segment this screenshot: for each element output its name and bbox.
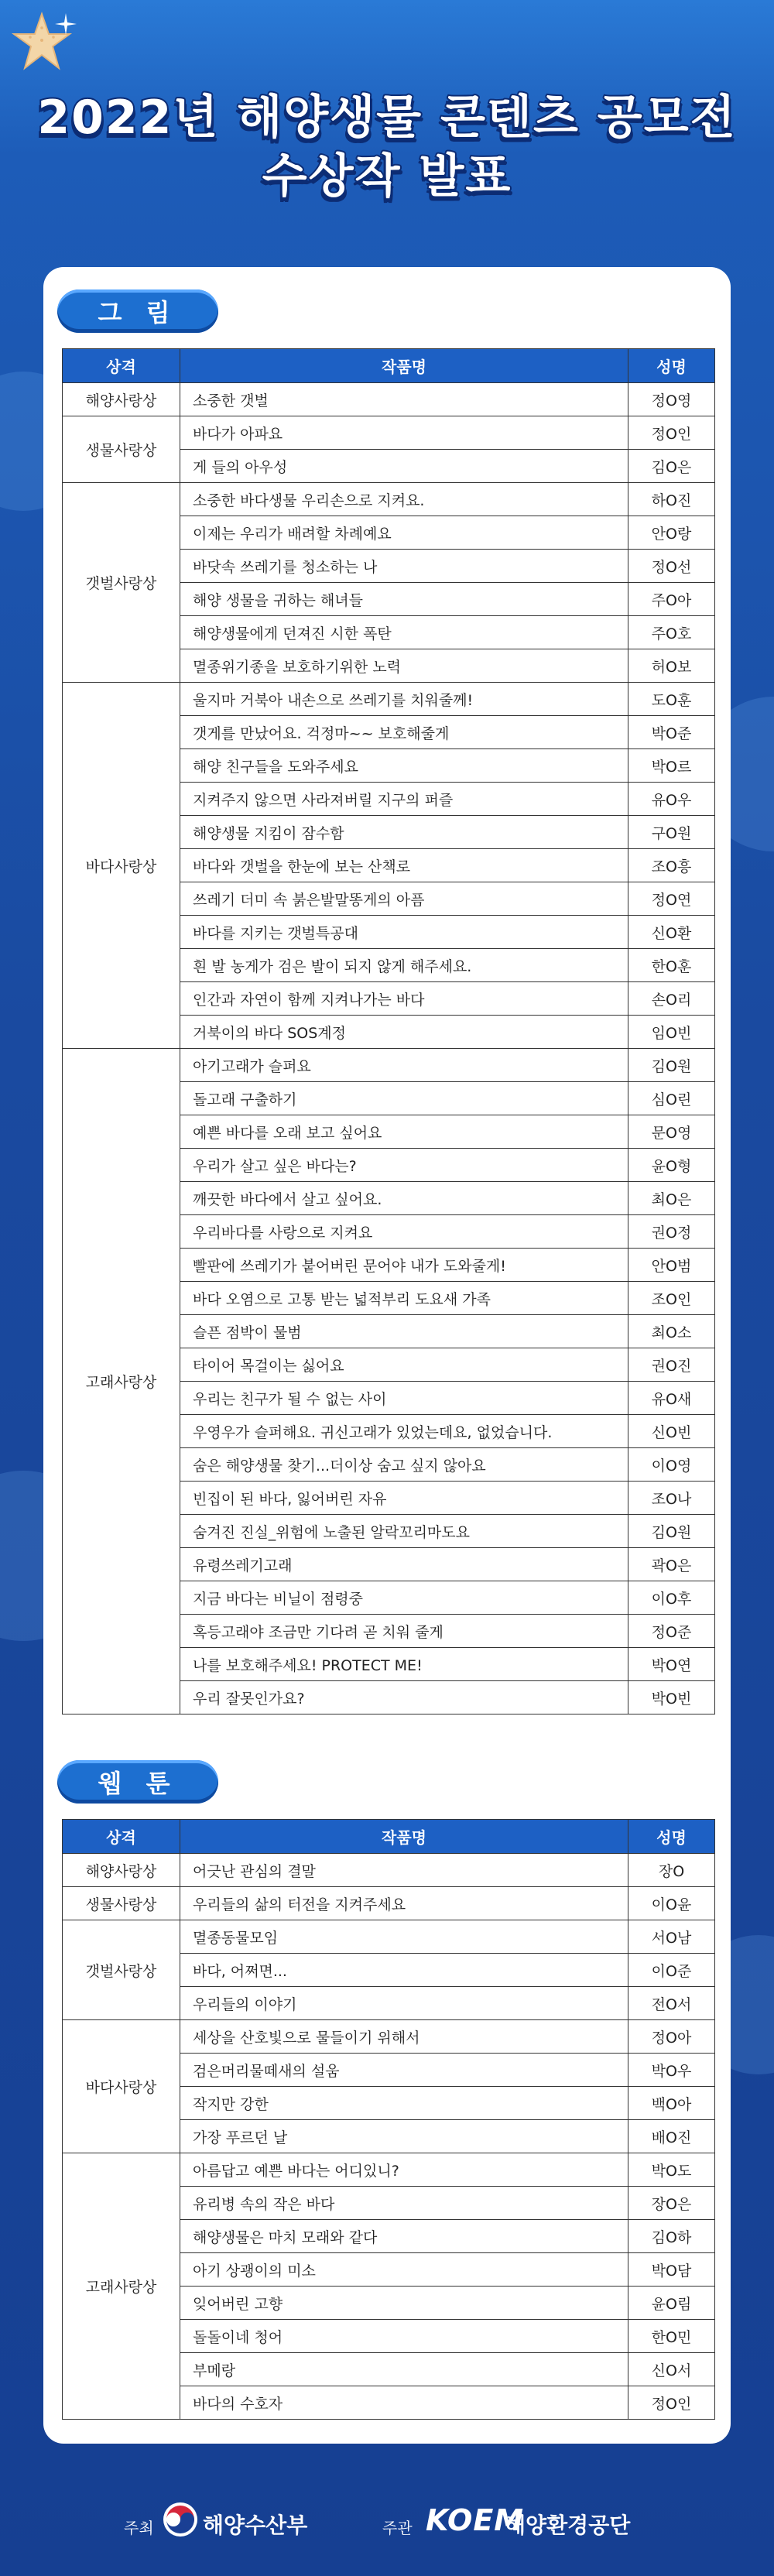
organizer-organization: 해양환경공단 <box>505 2513 631 2538</box>
winner-name-cell: 전O서 <box>628 1987 715 2020</box>
winner-name-cell: 신O환 <box>628 916 715 949</box>
work-title-cell: 해양생물 지킴이 잠수함 <box>180 816 628 849</box>
work-title-cell: 나를 보호해주세요! PROTECT ME! <box>180 1648 628 1681</box>
work-title-cell: 바다와 갯벌을 한눈에 보는 산책로 <box>180 849 628 882</box>
webtoon-results-table <box>62 1819 715 2420</box>
header-award: 상격 <box>63 349 180 383</box>
award-category-cell: 바다사랑상 <box>63 683 180 1049</box>
header-title: 작품명 <box>180 349 628 383</box>
work-title-cell: 유리병 속의 작은 바다 <box>180 2187 628 2220</box>
table-row <box>63 1920 715 1954</box>
work-title-cell: 바다가 아파요 <box>180 416 628 450</box>
work-title-cell: 바다를 지키는 갯벌특공대 <box>180 916 628 949</box>
winner-name-cell: 유O우 <box>628 783 715 816</box>
winner-name-cell: 장O은 <box>628 2187 715 2220</box>
table-row <box>63 1887 715 1920</box>
work-title-cell: 지켜주지 않으면 사라져버릴 지구의 퍼즐 <box>180 783 628 816</box>
work-title-cell: 혹등고래야 조금만 기다려 곧 치워 줄게 <box>180 1615 628 1648</box>
work-title-cell: 우영우가 슬퍼해요. 귀신고래가 있었는데요, 없었습니다. <box>180 1415 628 1448</box>
award-category-cell: 고래사랑상 <box>63 2153 180 2420</box>
winner-name-cell: 곽O은 <box>628 1548 715 1581</box>
winner-name-cell: 도O훈 <box>628 683 715 716</box>
winner-name-cell: 이O윤 <box>628 1887 715 1920</box>
work-title-cell: 해양생물에게 던져진 시한 폭탄 <box>180 616 628 649</box>
winner-name-cell: 정O선 <box>628 550 715 583</box>
work-title-cell: 아기 상괭이의 미소 <box>180 2253 628 2287</box>
koem-logo: KOEM <box>426 2503 525 2537</box>
page-title-line2: 수상작 발표 <box>262 149 512 204</box>
government-emblem-icon <box>163 2502 198 2537</box>
work-title-cell: 소중한 바다생물 우리손으로 지켜요. <box>180 483 628 516</box>
table-row <box>63 1854 715 1887</box>
table-row <box>63 2020 715 2054</box>
winner-name-cell: 김O은 <box>628 450 715 483</box>
organizer-label: 주관 <box>382 2519 413 2537</box>
header-name: 성명 <box>628 349 715 383</box>
work-title-cell: 울지마 거북아 내손으로 쓰레기를 치워줄께! <box>180 683 628 716</box>
work-title-cell: 세상을 산호빛으로 물들이기 위해서 <box>180 2020 628 2054</box>
winner-name-cell: 백O아 <box>628 2087 715 2120</box>
winner-name-cell: 정O준 <box>628 1615 715 1648</box>
work-title-cell: 바다의 수호자 <box>180 2386 628 2420</box>
work-title-cell: 아기고래가 슬퍼요 <box>180 1049 628 1082</box>
winner-name-cell: 박O연 <box>628 1648 715 1681</box>
work-title-cell: 깨끗한 바다에서 살고 싶어요. <box>180 1182 628 1215</box>
award-category-cell: 갯벌사랑상 <box>63 1920 180 2020</box>
page-title-line1: 2022년 해양생물 콘텐츠 공모전 <box>37 91 737 145</box>
table-row <box>63 483 715 516</box>
work-title-cell: 슬픈 점박이 물범 <box>180 1315 628 1348</box>
work-title-cell: 빈집이 된 바다, 잃어버린 자유 <box>180 1482 628 1515</box>
work-title-cell: 멸종위기종을 보호하기위한 노력 <box>180 649 628 683</box>
winner-name-cell: 주O아 <box>628 583 715 616</box>
winner-name-cell: 정O인 <box>628 2386 715 2420</box>
winner-name-cell: 권O정 <box>628 1215 715 1249</box>
work-title-cell: 잊어버린 고향 <box>180 2287 628 2320</box>
winner-name-cell: 조O나 <box>628 1482 715 1515</box>
winner-name-cell: 권O진 <box>628 1348 715 1382</box>
table-row <box>63 383 715 416</box>
winner-name-cell: 신O서 <box>628 2353 715 2386</box>
winner-name-cell: 윤O림 <box>628 2287 715 2320</box>
winner-name-cell: 허O보 <box>628 649 715 683</box>
work-title-cell: 바닷속 쓰레기를 청소하는 나 <box>180 550 628 583</box>
work-title-cell: 멸종동물모임 <box>180 1920 628 1954</box>
table-row <box>63 416 715 450</box>
winner-name-cell: 한O민 <box>628 2320 715 2353</box>
winner-name-cell: 배O진 <box>628 2120 715 2153</box>
work-title-cell: 숨은 해양생물 찾기...더이상 숨고 싶지 않아요 <box>180 1448 628 1482</box>
section-label-webtoon: 웹 툰 <box>57 1760 218 1804</box>
winner-name-cell: 김O원 <box>628 1049 715 1082</box>
host-organization: 해양수산부 <box>203 2513 308 2538</box>
work-title-cell: 흰 발 농게가 검은 발이 되지 않게 해주세요. <box>180 949 628 982</box>
winner-name-cell: 유O새 <box>628 1382 715 1415</box>
award-category-cell: 갯벌사랑상 <box>63 483 180 683</box>
header-name: 성명 <box>628 1820 715 1854</box>
award-category-cell: 해양사랑상 <box>63 1854 180 1887</box>
winner-name-cell: 박O준 <box>628 716 715 749</box>
work-title-cell: 우리가 살고 싶은 바다는? <box>180 1149 628 1182</box>
work-title-cell: 우리들의 이야기 <box>180 1987 628 2020</box>
work-title-cell: 지금 바다는 비닐이 점령중 <box>180 1581 628 1615</box>
work-title-cell: 우리들의 삶의 터전을 지켜주세요 <box>180 1887 628 1920</box>
work-title-cell: 빨판에 쓰레기가 붙어버린 문어야 내가 도와줄게! <box>180 1249 628 1282</box>
winner-name-cell: 최O은 <box>628 1182 715 1215</box>
header-award: 상격 <box>63 1820 180 1854</box>
winner-name-cell: 김O하 <box>628 2220 715 2253</box>
drawing-results-table <box>62 348 715 1714</box>
winner-name-cell: 정O아 <box>628 2020 715 2054</box>
host-label: 주최 <box>124 2519 154 2537</box>
winner-name-cell: 윤O형 <box>628 1149 715 1182</box>
winner-name-cell: 박O우 <box>628 2054 715 2087</box>
winner-name-cell: 박O담 <box>628 2253 715 2287</box>
work-title-cell: 소중한 갯벌 <box>180 383 628 416</box>
work-title-cell: 인간과 자연이 함께 지켜나가는 바다 <box>180 982 628 1016</box>
winner-name-cell: 안O랑 <box>628 516 715 550</box>
section-label-drawing: 그 림 <box>57 289 218 333</box>
work-title-cell: 거북이의 바다 SOS계정 <box>180 1016 628 1049</box>
header-title: 작품명 <box>180 1820 628 1854</box>
work-title-cell: 어긋난 관심의 결말 <box>180 1854 628 1887</box>
sparkle-icon <box>54 12 77 36</box>
work-title-cell: 우리바다를 사랑으로 지켜요 <box>180 1215 628 1249</box>
winner-name-cell: 정O영 <box>628 383 715 416</box>
winner-name-cell: 김O원 <box>628 1515 715 1548</box>
table-row <box>63 683 715 716</box>
winner-name-cell: 주O호 <box>628 616 715 649</box>
work-title-cell: 해양 생물을 귀하는 해녀들 <box>180 583 628 616</box>
winner-name-cell: 박O도 <box>628 2153 715 2187</box>
winner-name-cell: 임O빈 <box>628 1016 715 1049</box>
winner-name-cell: 장O <box>628 1854 715 1887</box>
winner-name-cell: 박O르 <box>628 749 715 783</box>
winner-name-cell: 심O린 <box>628 1082 715 1115</box>
winner-name-cell: 박O빈 <box>628 1681 715 1714</box>
work-title-cell: 쓰레기 더미 속 붉은발말똥게의 아픔 <box>180 882 628 916</box>
work-title-cell: 숨겨진 진실_위험에 노출된 알락꼬리마도요 <box>180 1515 628 1548</box>
winner-name-cell: 서O남 <box>628 1920 715 1954</box>
table-row <box>63 2153 715 2187</box>
winner-name-cell: 신O빈 <box>628 1415 715 1448</box>
work-title-cell: 이제는 우리가 배려할 차례예요 <box>180 516 628 550</box>
winner-name-cell: 문O영 <box>628 1115 715 1149</box>
winner-name-cell: 구O원 <box>628 816 715 849</box>
table-header-row <box>63 1820 715 1854</box>
winner-name-cell: 정O인 <box>628 416 715 450</box>
work-title-cell: 가장 푸르던 날 <box>180 2120 628 2153</box>
work-title-cell: 예쁜 바다를 오래 보고 싶어요 <box>180 1115 628 1149</box>
award-category-cell: 생물사랑상 <box>63 1887 180 1920</box>
work-title-cell: 돌돌이네 청어 <box>180 2320 628 2353</box>
winner-name-cell: 정O연 <box>628 882 715 916</box>
work-title-cell: 타이어 목걸이는 싫어요 <box>180 1348 628 1382</box>
work-title-cell: 돌고래 구출하기 <box>180 1082 628 1115</box>
winner-name-cell: 조O인 <box>628 1282 715 1315</box>
footer <box>0 2485 774 2562</box>
work-title-cell: 부메랑 <box>180 2353 628 2386</box>
work-title-cell: 바다, 어쩌면... <box>180 1954 628 1987</box>
work-title-cell: 우리 잘못인가요? <box>180 1681 628 1714</box>
winner-name-cell: 이O준 <box>628 1954 715 1987</box>
award-category-cell: 해양사랑상 <box>63 383 180 416</box>
winner-name-cell: 조O흥 <box>628 849 715 882</box>
table-row <box>63 1049 715 1082</box>
work-title-cell: 검은머리물떼새의 설움 <box>180 2054 628 2087</box>
winner-name-cell: 안O범 <box>628 1249 715 1282</box>
work-title-cell: 아름답고 예쁜 바다는 어디있니? <box>180 2153 628 2187</box>
winner-name-cell: 한O훈 <box>628 949 715 982</box>
winner-name-cell: 이O영 <box>628 1448 715 1482</box>
work-title-cell: 우리는 친구가 될 수 없는 사이 <box>180 1382 628 1415</box>
work-title-cell: 유령쓰레기고래 <box>180 1548 628 1581</box>
work-title-cell: 해양 친구들을 도와주세요 <box>180 749 628 783</box>
award-category-cell: 생물사랑상 <box>63 416 180 483</box>
award-category-cell: 고래사랑상 <box>63 1049 180 1714</box>
winner-name-cell: 최O소 <box>628 1315 715 1348</box>
work-title-cell: 게 들의 아우성 <box>180 450 628 483</box>
winner-name-cell: 이O후 <box>628 1581 715 1615</box>
work-title-cell: 작지만 강한 <box>180 2087 628 2120</box>
work-title-cell: 갯게를 만났어요. 걱정마~~ 보호해줄게 <box>180 716 628 749</box>
work-title-cell: 해양생물은 마치 모래와 같다 <box>180 2220 628 2253</box>
work-title-cell: 바다 오염으로 고통 받는 넓적부리 도요새 가족 <box>180 1282 628 1315</box>
winner-name-cell: 손O리 <box>628 982 715 1016</box>
table-header-row <box>63 349 715 383</box>
award-category-cell: 바다사랑상 <box>63 2020 180 2153</box>
winner-name-cell: 하O진 <box>628 483 715 516</box>
